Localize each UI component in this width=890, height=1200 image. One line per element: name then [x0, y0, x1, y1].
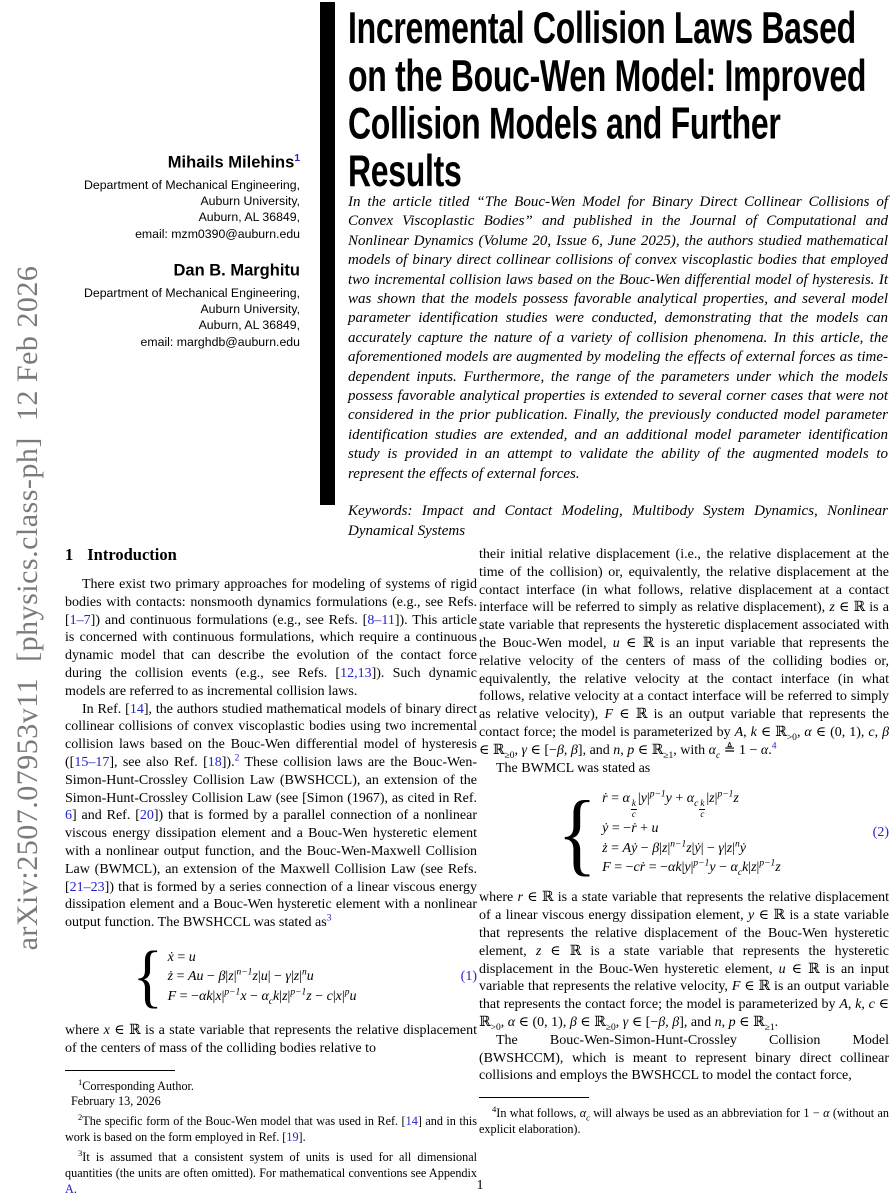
equation-line	[602, 858, 781, 878]
text-segment: +	[636, 821, 652, 837]
text-segment: |	[756, 860, 760, 876]
text-segment: ∈ ℝ	[479, 997, 890, 1030]
text-segment: p−1	[224, 987, 241, 998]
author-name-text: Dan B. Marghitu	[173, 261, 300, 280]
text-segment: |	[646, 790, 650, 806]
text-segment: ∈ ℝ is an output variable that represents the contact force; the model is parameterized by	[479, 979, 889, 1013]
equation-body	[131, 937, 357, 1015]
paragraph	[65, 701, 477, 932]
right-column	[479, 546, 889, 1138]
text-segment: n	[735, 839, 740, 850]
text-segment: ∈ ℝ	[756, 724, 787, 740]
equation-number[interactable]: (1)	[460, 969, 477, 985]
text-segment: β	[569, 1014, 577, 1030]
text-segment: ] and in this work is based on the form employed in Ref. [	[65, 1114, 477, 1145]
footnote-3	[65, 1146, 477, 1197]
paragraph	[479, 889, 889, 1031]
text-segment: A	[839, 997, 848, 1013]
text-segment: u	[651, 821, 659, 837]
text-segment: |	[723, 840, 727, 856]
text-segment: ], and	[577, 742, 614, 758]
fraction: $\frac{k}{c}$	[631, 798, 636, 819]
text-segment: x	[335, 988, 342, 1004]
text-segment: cṙ	[633, 860, 646, 876]
footnote-text	[65, 1114, 477, 1144]
text-segment: γ	[285, 969, 291, 985]
text-segment: F	[604, 707, 614, 723]
text-segment: c	[868, 724, 875, 740]
text-segment: c	[326, 988, 333, 1004]
text-segment: p−1	[759, 858, 776, 869]
text-segment: c	[268, 996, 274, 1007]
text-segment: In what follows,	[496, 1106, 580, 1121]
text-segment: ∈ ℝ	[634, 742, 664, 758]
text-segment: , with	[673, 742, 709, 758]
citation-link[interactable]: 8–11	[367, 612, 395, 628]
footnote-marker: 2	[78, 1112, 83, 1123]
paragraph	[65, 576, 477, 701]
text-segment: p−1	[290, 987, 307, 998]
author-name	[60, 256, 300, 282]
text-segment: It is assumed that a consistent system of units is used for all dimensional quantities (the units are often omitted). For mathematical conventions see Appendix	[65, 1149, 477, 1180]
text-segment: =	[173, 969, 188, 985]
text-segment: |	[690, 860, 694, 876]
citation-link[interactable]: A	[65, 1181, 74, 1196]
text-segment: (without an explicit elaboration).	[479, 1106, 889, 1136]
citation-link[interactable]: 14	[129, 701, 144, 717]
text-segment: z	[733, 790, 739, 806]
equation-lines	[168, 948, 357, 1007]
text-segment: z	[751, 860, 757, 876]
text-segment: In Ref. [	[82, 701, 130, 717]
text-segment: ∈ ℝ	[479, 742, 505, 758]
text-segment: = −	[645, 860, 668, 876]
text-segment: F	[167, 988, 177, 1004]
text-segment: x	[240, 988, 247, 1004]
footnote-text	[479, 1106, 889, 1136]
equation-body	[555, 782, 781, 885]
text-segment: ], the authors studied mathematical models of binary direct collinear collisions of convex viscoplastic bodies using two incremental collision laws based on the Bouc-Wen differential model of hysteresis ([	[65, 701, 477, 770]
author-1	[60, 148, 300, 242]
text-segment: where	[479, 890, 518, 906]
text-segment: u	[612, 635, 620, 651]
text-segment: c	[737, 868, 743, 879]
text-segment: β	[672, 1014, 680, 1030]
text-segment: ≥0	[605, 1022, 616, 1033]
equation-brace: {	[132, 937, 163, 1015]
text-segment: u	[260, 969, 268, 985]
text-segment: β	[882, 724, 890, 740]
text-segment: = −	[608, 821, 632, 837]
text-segment: α	[686, 790, 695, 806]
text-segment: Au	[187, 969, 204, 985]
text-segment: γ	[718, 840, 724, 856]
text-segment: z	[726, 840, 733, 856]
text-segment: =	[607, 790, 623, 806]
text-segment: ,	[620, 742, 628, 758]
left-column	[65, 544, 477, 1197]
text-segment: |	[233, 969, 237, 985]
text-segment: will always be used as an abbreviation for 1 −	[589, 1106, 824, 1121]
text-segment: ∈ ℝ is an output variable that represents the contact force; the model is parameterized by	[479, 707, 889, 740]
text-segment: ∈ ℝ	[735, 1014, 765, 1030]
text-segment: ẏ	[694, 840, 701, 856]
text-segment: α	[261, 988, 269, 1004]
citation-link[interactable]: 15–17	[74, 754, 110, 770]
text-segment: ,	[874, 724, 883, 740]
text-segment: ,	[615, 1014, 623, 1030]
author-affiliation: Auburn, AL 36849,	[198, 210, 300, 225]
text-segment: ,	[861, 997, 869, 1013]
text-segment: ], and	[679, 1014, 715, 1030]
title-divider-bar	[320, 2, 335, 505]
text-segment: z	[662, 840, 668, 856]
text-segment: ∈ ℝ is an input variable that represents the relative velocity of the centers of mass of the colliding bodies or, equivalently, the relative velocity at the contact interface (in what follows, relative velocity at a contact interface will be referred to simply as relative velocity),	[479, 635, 889, 723]
equation-2	[479, 782, 889, 885]
text-segment: n−1	[670, 839, 687, 850]
text-segment: c	[694, 798, 699, 809]
text-segment: |	[257, 969, 261, 985]
text-segment: ≥0	[504, 750, 515, 761]
text-segment: |	[637, 790, 641, 806]
text-segment: ≜ 1 −	[720, 742, 761, 758]
text-segment: p	[627, 742, 635, 758]
paragraph	[479, 546, 889, 760]
footnote-rule	[65, 1070, 175, 1071]
citation-link[interactable]: 12,13	[340, 665, 372, 681]
text-segment: z	[293, 969, 300, 985]
text-segment: |	[341, 988, 345, 1004]
author-email: email: mzm0390@auburn.edu	[135, 226, 300, 241]
text-segment: k	[750, 724, 757, 740]
text-segment: α	[730, 860, 738, 876]
footnote-1	[65, 1075, 477, 1095]
footnote-marker-1[interactable]: 1	[294, 153, 300, 164]
text-segment: ]) and continuous formulations (e.g., see Refs. [	[90, 612, 368, 628]
text-segment: γ	[622, 1014, 629, 1030]
text-segment: = −	[176, 988, 199, 1004]
text-segment: Corresponding Author.	[82, 1078, 194, 1093]
text-segment: k	[742, 860, 749, 876]
equation-lines	[602, 789, 781, 878]
text-segment: y	[640, 790, 647, 806]
text-segment: y	[747, 908, 755, 924]
equation-line	[168, 967, 357, 987]
text-segment: n	[302, 967, 307, 978]
section-heading	[65, 544, 477, 565]
text-segment: −	[715, 860, 731, 876]
footnote-marker-link[interactable]: 3	[326, 913, 332, 924]
author-affiliation: Department of Mechanical Engineering,	[83, 285, 300, 300]
text-segment: |	[212, 988, 216, 1004]
text-segment: where	[65, 1022, 104, 1038]
author-affiliation: Auburn, AL 36849,	[198, 318, 300, 333]
text-segment: ż	[602, 840, 608, 856]
text-segment: y	[665, 790, 672, 806]
text-segment: −	[203, 969, 219, 985]
text-segment: β	[570, 742, 578, 758]
text-segment: ∈ ℝ is a state variable that represents the relative displacement of a linear viscous energy dissipation element,	[479, 890, 889, 924]
text-segment: u	[778, 961, 786, 977]
text-segment: β	[658, 1014, 666, 1030]
text-segment: α	[622, 790, 630, 806]
equation-line	[168, 948, 357, 968]
text-segment: ∈ ℝ is an input variable that represents the relative velocity,	[479, 961, 889, 995]
text-segment: |	[659, 840, 662, 856]
text-segment: z	[282, 988, 288, 1004]
text-segment: β	[218, 969, 226, 985]
text-segment: z	[775, 860, 781, 876]
text-segment: |	[748, 860, 752, 876]
text-segment: There exist two primary approaches for modeling of systems of rigid bodies with contacts: nonsmooth dynamics formulations (e.g., see Refs. [	[65, 577, 477, 628]
equation-line	[168, 987, 357, 1007]
footnote-marker: 4	[492, 1104, 497, 1115]
text-segment: z	[829, 600, 835, 616]
equation-1	[65, 937, 477, 1015]
text-segment: ṙ	[602, 790, 608, 806]
text-segment: ,	[500, 1014, 508, 1030]
citation-link[interactable]: 1–7	[69, 612, 91, 628]
text-segment: ,	[721, 1014, 729, 1030]
text-segment: ∈ (0, 1),	[811, 724, 869, 740]
text-segment: |	[299, 969, 303, 985]
author-affiliation: Auburn University,	[200, 193, 300, 208]
text-segment: −	[246, 988, 262, 1004]
text-segment: z	[252, 969, 258, 985]
text-segment: ∈ ℝ	[576, 1014, 606, 1030]
text-segment: ,	[514, 742, 522, 758]
text-segment: ∈ ℝ is a state variable that represents the hysteretic displacement associated with the Bouc-Wen model,	[479, 600, 889, 651]
text-segment: z	[535, 943, 542, 959]
footnote-4	[479, 1102, 889, 1138]
citation-link[interactable]: 20	[139, 808, 154, 824]
text-segment: their initial relative displacement (i.e., the relative displacement at the time of the collision) or, equivalently, the relative displacement at the contact interface (in what follows, relative displacement at a contact interface will be referred to simply as relative displacement),	[479, 547, 889, 616]
text-segment: k	[273, 988, 280, 1004]
text-segment: α	[823, 1106, 830, 1121]
text-segment: z	[709, 790, 715, 806]
author-name-text: Mihails Milehins	[167, 153, 295, 172]
section-number: 1	[65, 545, 74, 564]
text-segment: These collision laws are the Bouc-Wen-Simon-Hunt-Crossley Collision Law (BWSHCCL), an extension of the Simon-Hunt-Crossley Collision Law (see [Simon (1967), as cited in Ref.	[65, 754, 477, 806]
text-segment: ∈ [−	[527, 742, 557, 758]
text-segment: |	[290, 969, 294, 985]
text-segment: β	[556, 742, 564, 758]
footnote-text	[65, 1147, 477, 1196]
text-segment: |	[332, 988, 336, 1004]
equation-brace: {	[557, 782, 597, 885]
text-segment: α	[708, 742, 717, 758]
text-segment: The BWMCL was stated as	[496, 760, 651, 776]
text-segment: F	[602, 860, 611, 876]
paragraph	[479, 760, 889, 778]
citation-link[interactable]: 18	[207, 754, 222, 770]
text-segment: F	[731, 979, 741, 995]
text-segment: β	[652, 840, 660, 856]
text-segment: −	[311, 988, 327, 1004]
fraction: $\frac{k}{c}$	[700, 798, 705, 819]
footnote-marker: 1	[78, 1076, 83, 1087]
text-segment: |	[706, 790, 710, 806]
text-segment: = −	[610, 860, 634, 876]
text-segment: p	[728, 1014, 736, 1030]
author-2	[60, 256, 300, 350]
author-affiliation: Department of Mechanical Engineering,	[83, 177, 300, 192]
text-segment: ≥1	[663, 750, 674, 761]
abstract-text: In the article titled “The Bouc-Wen Model for Binary Direct Collinear Collisions of Convex Viscoplastic Bodies” and published in the Journal of Computational and Nonlinear Dynamics (Volume 20, Issue 6, June 2025), the authors studied mathematical models of binary direct collinear collisions of convex viscoplastic bodies that employed two incremental collision laws based on the Bouc-Wen differential model of hysteresis. It was shown that the models possess favorable analytical properties, and several model parameter identification studies were conducted, demonstrating that the models can accurately capture the nature of a variety of collision phenomena. In this article, the aforementioned models are augmented by modeling the effects of external forces as time-dependent inputs. Furthermore, the range of the parameters under which the models possess favorable analytical properties is extended to several corner cases that were not considered in the prior publication. Finally, the previously conducted model parameter identification studies are extended, and an additional model parameter identification study is provided in an attempt to validate the ability of the augmented models to represent the effects of external forces.	[348, 194, 888, 482]
paragraph	[479, 1032, 889, 1085]
text-segment: c	[716, 750, 721, 761]
equation-line	[602, 789, 781, 819]
text-segment: ż	[167, 969, 174, 985]
arxiv-watermark: arXiv:2507.07953v11 [physics.class-ph] 12 Feb 2026	[11, 265, 44, 951]
author-affiliation: Auburn University,	[200, 302, 300, 317]
text-segment: α	[804, 724, 812, 740]
footnote-date: February 13, 2026	[71, 1094, 161, 1109]
footnote-rule	[479, 1097, 589, 1098]
text-segment: ,	[847, 997, 856, 1013]
text-segment: γ	[521, 742, 528, 758]
text-segment: ṙ	[631, 821, 637, 837]
text-segment: The Bouc-Wen-Simon-Hunt-Crossley Collision Model (BWSHCCM), which is meant to represent binary direct collinear collisions and employs the BWSHCCL to model the contact force,	[479, 1032, 889, 1084]
citation-link[interactable]: 19	[286, 1130, 299, 1145]
text-segment: z	[306, 988, 312, 1004]
text-segment: αk	[668, 860, 682, 876]
footnotes-right	[479, 1097, 889, 1138]
text-segment: α	[507, 1014, 516, 1030]
text-segment: Aẏ	[622, 840, 638, 856]
text-segment: ].	[298, 1130, 306, 1145]
text-segment: ]) that is formed by a series connection of a linear viscous energy dissipation element and a Bouc-Wen hysteretic element with a nonlinear output function. The BWSHCCL was stated as	[65, 879, 477, 931]
text-segment: |	[681, 860, 685, 876]
text-segment: +	[671, 790, 687, 806]
equation-number[interactable]: (2)	[872, 825, 889, 841]
text-segment: | −	[700, 840, 719, 856]
footnote-marker-link[interactable]: 4	[771, 741, 777, 752]
text-segment: p	[344, 987, 350, 998]
text-segment: z	[228, 969, 234, 985]
text-segment: >0	[490, 1022, 501, 1033]
text-segment: c	[868, 997, 875, 1013]
text-segment: x	[215, 988, 222, 1004]
footnotes-left	[65, 1070, 477, 1198]
text-segment: ,	[743, 724, 751, 740]
text-segment: ≥1	[764, 1022, 775, 1033]
text-segment: =	[173, 949, 189, 965]
text-segment: u	[306, 969, 314, 985]
footnote-marker-link[interactable]: 2	[234, 753, 240, 764]
section-title: Introduction	[87, 545, 177, 564]
text-segment: ẏ	[602, 821, 609, 837]
text-segment: ] and Ref. [	[72, 808, 140, 824]
keywords: Keywords: Impact and Contact Modeling, Multibody System Dynamics, Nonlinear Dynamical Systems	[348, 503, 888, 539]
text-segment: z	[686, 840, 692, 856]
text-segment: k	[855, 997, 862, 1013]
text-segment: |	[714, 790, 718, 806]
text-segment: | −	[267, 969, 286, 985]
text-segment: =	[607, 840, 623, 856]
text-segment: |	[732, 840, 735, 856]
citation-link[interactable]: 14	[405, 1114, 418, 1129]
text-segment: |	[279, 988, 283, 1004]
footnote-text	[82, 1079, 194, 1093]
author-block	[60, 148, 300, 350]
abstract-block	[348, 193, 888, 541]
text-segment: y	[684, 860, 691, 876]
text-segment: u	[188, 949, 196, 965]
text-segment: ]). Such dynamic models are referred to as incremental collision laws.	[65, 665, 478, 699]
footnote-2	[65, 1110, 477, 1146]
text-segment: n−1	[236, 967, 253, 978]
paragraph	[65, 1022, 477, 1058]
text-segment: −	[637, 840, 653, 856]
text-segment: ]). This article is concerned with continuous formulations, which require a continuous dynamic model that can describe the evolution of the contact force during the collision events (e.g., see Refs. [	[65, 612, 477, 681]
text-segment: ], see also Ref. [	[109, 754, 208, 770]
footnote-marker: 3	[78, 1147, 83, 1158]
text-segment: α	[760, 742, 769, 758]
text-segment: ,	[665, 1014, 673, 1030]
text-segment: α	[579, 1106, 587, 1121]
citation-link[interactable]: 21–23	[69, 879, 105, 895]
text-segment: c	[586, 1113, 590, 1123]
equation-line	[602, 839, 781, 859]
text-segment: ẋ	[167, 949, 174, 965]
text-segment: |	[667, 840, 671, 856]
text-segment: p−1	[693, 858, 710, 869]
text-segment: A	[734, 724, 744, 740]
text-segment: r	[517, 890, 523, 906]
citation-link[interactable]: 6	[65, 808, 72, 824]
text-segment: >0	[786, 732, 797, 743]
text-segment: p−1	[717, 789, 734, 800]
text-segment: ẏ	[739, 840, 746, 856]
text-segment: ,	[563, 742, 571, 758]
text-segment: ]).	[221, 754, 235, 770]
author-name	[60, 148, 300, 174]
text-segment: ∈ [−	[628, 1014, 659, 1030]
text-segment: n	[613, 742, 621, 758]
text-segment: ]) that is formed by a parallel connection of a nonlinear viscous energy dissipation element and a Bouc-Wen hysteretic element with a nonlinear output function, and the Bouc-Wen-Maxwell Collision Law (BWMCL), an extension of the Maxwell Collision Law (see Refs. [	[65, 808, 477, 895]
author-email: email: marghdb@auburn.edu	[140, 334, 300, 349]
text-segment: .	[774, 1014, 779, 1030]
text-segment: The specific form of the Bouc-Wen model that was used in Ref. [	[82, 1114, 406, 1129]
text-segment: |	[221, 988, 225, 1004]
text-segment: |	[225, 969, 229, 985]
text-segment: .	[768, 742, 772, 758]
text-segment: ,	[796, 724, 805, 740]
text-segment: ∈ ℝ is a state variable that represents the relative displacement of the Bouc-Wen hysteretic element,	[479, 908, 889, 959]
page-number: 1	[476, 1178, 484, 1193]
text-segment: αk	[198, 988, 213, 1004]
text-segment: p−1	[649, 789, 666, 800]
text-segment: y	[709, 860, 716, 876]
text-segment: ∈ ℝ is a state variable that represents the relative displacement of the centers of mass of the colliding bodies relative to	[65, 1022, 477, 1056]
text-segment: n	[714, 1014, 722, 1030]
text-segment: ∈ (0, 1),	[515, 1014, 570, 1030]
paper-title: Incremental Collision Laws Based on the Bouc-Wen Model: Improved Collision Models and Further Results	[348, 2, 867, 196]
text-segment: x	[103, 1022, 110, 1038]
text-segment: ∈ ℝ is a state variable that represents the hysteretic displacement in the Bouc-Wen hysteretic element,	[479, 943, 889, 977]
equation-line	[602, 819, 781, 839]
text-segment: |	[691, 840, 695, 856]
text-segment: .	[73, 1181, 77, 1196]
text-segment: |	[287, 988, 291, 1004]
text-segment: u	[349, 988, 357, 1004]
